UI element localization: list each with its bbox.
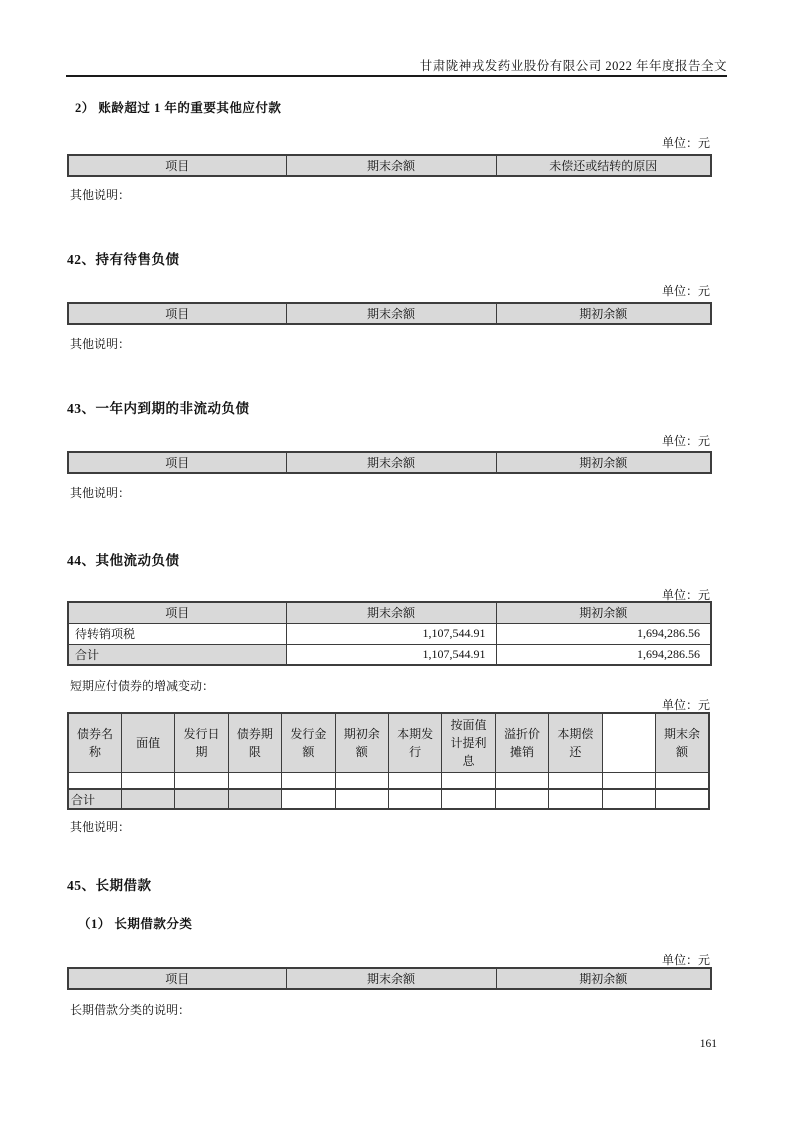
unit-label: 单位：元 [661,284,710,298]
header-ending-balance: 期末余额 [286,303,496,324]
unit-label: 单位：元 [661,953,710,967]
table-header-row [68,303,711,324]
section-45-subtitle: （1） 长期借款分类 [78,917,193,931]
header-unpaid-reason: 未偿还或结转的原因 [496,155,711,176]
section-other-payables-title: 2） 账龄超过 1 年的重要其他应付款 [75,101,282,115]
shaded-cell [228,789,281,809]
header-ending-balance: 期末余额 [655,713,709,773]
shaded-cell [121,789,174,809]
section-43-title: 43、一年内到期的非流动负债 [67,401,250,416]
bond-empty-row [68,773,709,789]
header-ending-balance: 期末余额 [286,602,496,623]
total-ending-value: 1,107,544.91 [286,644,496,665]
empty-cell [68,773,121,789]
empty-cell [495,789,548,809]
empty-cell [175,773,228,789]
section-44-title: 44、其他流动负债 [67,553,180,568]
table-header-row [68,968,711,989]
header-item: 项目 [68,602,286,623]
total-beginning-value: 1,694,286.56 [496,644,711,665]
header-premium-amortization: 溢折价摊销 [495,713,548,773]
bond-total-label: 合计 [68,789,121,809]
empty-cell [121,773,174,789]
empty-cell [335,789,388,809]
header-face-value: 面值 [121,713,174,773]
shaded-cell [175,789,228,809]
header-beginning-balance: 期初余额 [496,602,711,623]
header-blank [602,713,655,773]
empty-cell [282,773,335,789]
header-rule [66,75,727,77]
page-number: 161 [699,1038,717,1050]
row-item-label: 待转销项税 [68,623,286,644]
row-ending-value: 1,107,544.91 [286,623,496,644]
header-beginning-balance: 期初余额 [496,303,711,324]
empty-cell [602,773,655,789]
header-beginning-balance: 期初余额 [496,452,711,473]
empty-cell [228,773,281,789]
unit-label: 单位：元 [661,698,710,712]
section-42-title: 42、持有待售负债 [67,252,180,267]
header-bond-term: 债券期限 [228,713,281,773]
empty-cell [388,773,441,789]
header-beginning-balance: 期初余额 [335,713,388,773]
empty-cell [495,773,548,789]
header-issue-amount: 发行金额 [282,713,335,773]
other-note: 其他说明： [70,188,131,202]
table-total-row [68,644,711,665]
other-current-liabilities-table [67,601,712,666]
header-item: 项目 [68,155,286,176]
due-within-one-year-table [67,451,712,474]
empty-cell [442,773,495,789]
bonds-payable-total-row [67,788,710,810]
header-current-issue: 本期发行 [388,713,441,773]
header-bond-name: 债券名称 [68,713,121,773]
row-beginning-value: 1,694,286.56 [496,623,711,644]
header-ending-balance: 期末余额 [286,968,496,989]
bond-change-note: 短期应付债券的增减变动： [70,679,215,693]
empty-cell [282,789,335,809]
table-row [68,623,711,644]
table-header-row [68,452,711,473]
unit-label: 单位：元 [661,136,710,150]
unit-label: 单位：元 [661,434,710,448]
other-note: 其他说明： [70,486,131,500]
empty-cell [442,789,495,809]
table-header-row [68,602,711,623]
long-term-borrowings-table [67,967,712,990]
empty-cell [602,789,655,809]
header-item: 项目 [68,968,286,989]
empty-cell [655,773,709,789]
bond-table-header-row [68,713,709,773]
header-issue-date: 发行日期 [175,713,228,773]
other-payables-table [67,154,712,177]
header-ending-balance: 期末余额 [286,155,496,176]
bonds-payable-table [67,712,710,790]
other-note: 其他说明： [70,820,131,834]
empty-cell [655,789,709,809]
unit-label: 单位：元 [661,588,710,602]
empty-cell [549,789,602,809]
header-interest-at-face: 按面值计提利息 [442,713,495,773]
header-beginning-balance: 期初余额 [496,968,711,989]
header-current-repayment: 本期偿还 [549,713,602,773]
table-header-row [68,155,711,176]
total-row-label: 合计 [68,644,286,665]
long-term-borrowings-note: 长期借款分类的说明： [70,1003,191,1017]
empty-cell [388,789,441,809]
page-header-title: 甘肃陇神戎发药业股份有限公司 2022 年年度报告全文 [419,59,727,73]
bond-total-row [68,789,709,809]
empty-cell [549,773,602,789]
section-45-title: 45、长期借款 [67,878,152,893]
held-for-sale-liabilities-table [67,302,712,325]
header-ending-balance: 期末余额 [286,452,496,473]
other-note: 其他说明： [70,337,131,351]
empty-cell [335,773,388,789]
header-item: 项目 [68,452,286,473]
header-item: 项目 [68,303,286,324]
